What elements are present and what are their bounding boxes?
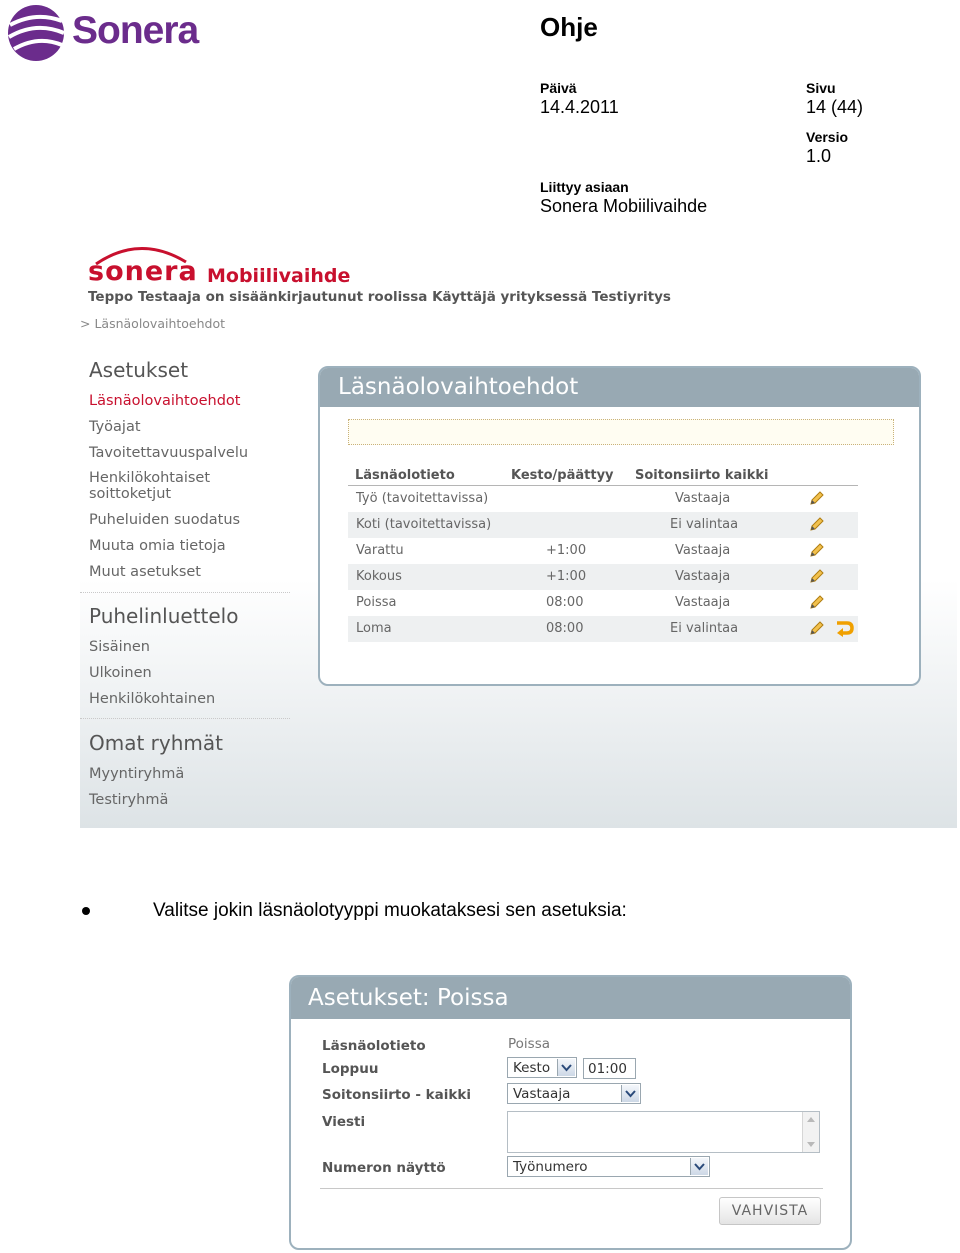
form-title: Asetukset: Poissa [308, 985, 509, 1011]
table-row[interactable] [348, 486, 858, 512]
return-arrow-icon[interactable] [834, 620, 854, 637]
pencil-icon[interactable] [809, 516, 825, 532]
table-row[interactable] [348, 564, 858, 590]
document-title: Ohje [540, 12, 598, 42]
nav-item-personal-call-chains[interactable]: Henkilökohtaiset soittoketjut [89, 470, 211, 502]
chevron-down-icon [690, 1158, 708, 1175]
nav-divider [80, 718, 290, 719]
nav-item-availability-service[interactable]: Tavoitettavuuspalvelu [89, 445, 249, 461]
nav-item-edit-own-info[interactable]: Muuta omia tietoja [89, 538, 226, 554]
app-brand: sonera [88, 256, 198, 287]
forwarding-value: Vastaaja [513, 1086, 571, 1102]
message-area [348, 419, 894, 445]
table-row[interactable] [348, 538, 858, 564]
pencil-icon[interactable] [809, 594, 825, 610]
presence-options-panel [318, 366, 921, 686]
textarea-scrollbar[interactable] [802, 1112, 819, 1152]
nav-heading-settings[interactable]: Asetukset [89, 358, 189, 382]
row-name: Varattu [356, 543, 404, 558]
row-duration: +1:00 [546, 569, 587, 584]
bullet-point [82, 907, 90, 915]
table-row[interactable] [348, 512, 858, 538]
subject-value: Sonera Mobiilivaihde [540, 196, 708, 216]
chevron-down-icon [557, 1059, 575, 1076]
nav-heading-phonebook[interactable]: Puhelinluettelo [89, 604, 239, 628]
column-header-presence: Läsnäolotieto [355, 468, 455, 483]
column-header-forwarding: Soitonsiirto kaikki [635, 468, 769, 483]
sonera-logo [6, 3, 216, 65]
presence-label: Läsnäolotieto [322, 1038, 426, 1054]
forwarding-label: Soitonsiirto - kaikki [322, 1087, 471, 1103]
message-textarea[interactable] [507, 1111, 820, 1153]
row-forwarding: Vastaaja [675, 595, 731, 610]
sonera-globe-icon [6, 3, 66, 63]
breadcrumb[interactable]: > Läsnäolovaihtoehdot [80, 316, 226, 331]
nav-item-personal[interactable]: Henkilökohtainen [89, 691, 216, 707]
message-label: Viesti [322, 1114, 366, 1130]
table-row[interactable] [348, 616, 858, 642]
version-value: 1.0 [806, 146, 832, 166]
nav-item-presence-options[interactable]: Läsnäolovaihtoehdot [89, 393, 241, 409]
nav-divider [80, 592, 290, 593]
confirm-button[interactable]: VAHVISTA [719, 1197, 821, 1225]
end-type-value: Kesto [513, 1060, 551, 1076]
nav-item-working-hours[interactable]: Työajat [89, 419, 141, 435]
date-label: Päivä [540, 80, 577, 96]
pencil-icon[interactable] [809, 542, 825, 558]
end-time-input[interactable] [583, 1058, 636, 1079]
nav-item-other-settings[interactable]: Muut asetukset [89, 564, 201, 580]
row-duration: 08:00 [546, 595, 584, 610]
date-value: 14.4.2011 [540, 97, 619, 117]
presence-value: Poissa [508, 1036, 551, 1052]
subject-label: Liittyy asiaan [540, 179, 629, 195]
row-name: Kokous [356, 569, 402, 584]
form-divider [320, 1188, 823, 1189]
row-name: Työ (tavoitettavissa) [356, 491, 489, 506]
row-name: Poissa [356, 595, 397, 610]
app-module-name: Mobiilivaihde [207, 265, 351, 287]
presence-options-screenshot [80, 236, 957, 828]
page-value: 14 (44) [806, 97, 864, 117]
pencil-icon[interactable] [809, 568, 825, 584]
row-forwarding: Ei valintaa [670, 621, 739, 636]
page-label: Sivu [806, 80, 836, 96]
number-display-value: Työnumero [513, 1159, 588, 1175]
row-forwarding: Vastaaja [675, 543, 731, 558]
row-forwarding: Vastaaja [675, 491, 731, 506]
number-display-label: Numeron näyttö [322, 1160, 446, 1176]
login-status: Teppo Testaaja on sisäänkirjautunut roolissa Käyttäjä yrityksessä Testiyritys [88, 289, 671, 305]
pencil-icon[interactable] [809, 620, 825, 636]
row-name: Koti (tavoitettavissa) [356, 517, 492, 532]
pencil-icon[interactable] [809, 490, 825, 506]
nav-item-call-filtering[interactable]: Puheluiden suodatus [89, 512, 241, 528]
version-label: Versio [806, 129, 849, 145]
forwarding-select[interactable] [507, 1083, 641, 1104]
form-header [291, 977, 850, 1019]
instruction-text: Valitse jokin läsnäolotyyppi muokataksesi sen asetuksia: [153, 900, 627, 921]
nav-item-internal[interactable]: Sisäinen [89, 639, 151, 655]
panel-header [320, 368, 919, 407]
end-type-select[interactable] [507, 1057, 577, 1078]
end-label: Loppuu [322, 1061, 379, 1077]
table-row[interactable] [348, 590, 858, 616]
row-duration: 08:00 [546, 621, 584, 636]
nav-item-external[interactable]: Ulkoinen [89, 665, 152, 681]
row-name: Loma [356, 621, 392, 636]
end-time-value: 01:00 [588, 1061, 627, 1077]
presence-settings-screenshot [289, 975, 852, 1250]
nav-item-test-group[interactable]: Testiryhmä [89, 792, 169, 808]
row-duration: +1:00 [546, 543, 587, 558]
number-display-select[interactable] [507, 1156, 710, 1177]
chevron-down-icon [621, 1085, 639, 1102]
row-forwarding: Ei valintaa [670, 517, 739, 532]
panel-title: Läsnäolovaihtoehdot [338, 374, 579, 400]
row-forwarding: Vastaaja [675, 569, 731, 584]
nav-item-sales-group[interactable]: Myyntiryhmä [89, 766, 185, 782]
nav-heading-own-groups[interactable]: Omat ryhmät [89, 731, 223, 755]
sonera-wordmark: Sonera [72, 9, 199, 52]
column-header-duration: Kesto/päättyy [511, 468, 614, 483]
